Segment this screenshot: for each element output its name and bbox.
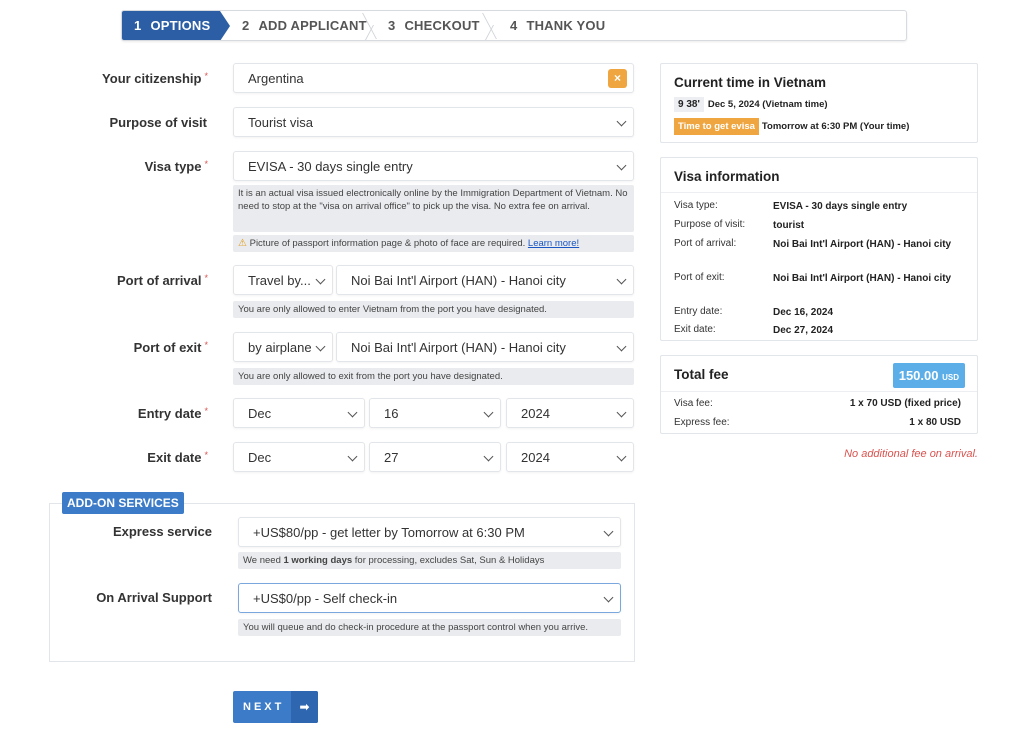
arrival-port-select[interactable] (336, 265, 634, 295)
exit-port-value: Noi Bai Int'l Airport (HAN) - Hanoi city (351, 339, 566, 355)
step-number: 3 (388, 18, 396, 33)
citizenship-label: Your citizenship * (102, 71, 208, 86)
total-fee-panel (660, 355, 978, 434)
fee-row: Visa fee: 1 x 70 USD (fixed price) (674, 398, 961, 409)
no-additional-fee-note: No additional fee on arrival. (844, 448, 978, 460)
exit-day-select[interactable] (369, 442, 501, 472)
visa-information-title: Visa information (674, 169, 780, 184)
vietnam-clock (674, 99, 828, 110)
info-row: Visa type: EVISA - 30 days single entry (674, 200, 908, 212)
clock-date: Dec 5, 2024 (Vietnam time) (707, 99, 828, 110)
step-checkout[interactable] (368, 11, 488, 40)
visa-type-label: Visa type * (144, 159, 208, 174)
express-service-label: Express service (112, 524, 212, 539)
arrival-support-select[interactable] (238, 583, 621, 613)
port-of-arrival-label: Port of arrival * (116, 273, 208, 288)
exit-month-select[interactable] (233, 442, 365, 472)
step-label: THANK YOU (526, 18, 606, 33)
progress-stepper (121, 10, 907, 41)
clock-time: 9 38' (674, 97, 704, 112)
arrival-travel-mode-select[interactable] (233, 265, 333, 295)
arrival-support-value: +US$0/pp - Self check-in (253, 590, 398, 606)
current-time-panel (660, 63, 978, 143)
exit-port-select[interactable] (336, 332, 634, 362)
entry-year-select[interactable] (506, 398, 634, 428)
arrival-mode-value: Travel by... (248, 272, 311, 288)
divider (661, 192, 977, 193)
visa-type-value: EVISA - 30 days single entry (248, 158, 413, 174)
total-fee-title: Total fee (674, 367, 729, 382)
entry-date-label: Entry date * (137, 406, 208, 421)
learn-more-link[interactable]: Learn more! (527, 238, 580, 249)
exit-travel-mode-select[interactable] (233, 332, 333, 362)
clear-icon[interactable]: × (608, 69, 627, 88)
exit-note: You are only allowed to exit from the port you have designated. (233, 368, 634, 385)
step-label: OPTIONS (150, 18, 211, 33)
exit-date-label: Exit date * (147, 450, 208, 465)
step-options[interactable] (122, 11, 220, 40)
next-button-label: NEXT (243, 701, 285, 713)
next-button[interactable] (233, 691, 318, 723)
info-row: Exit date: Dec 27, 2024 (674, 324, 834, 336)
exit-year-value: 2024 (521, 449, 550, 465)
entry-year-value: 2024 (521, 405, 550, 421)
step-number: 1 (134, 18, 142, 33)
step-label: CHECKOUT (404, 18, 480, 33)
evisa-badge: Time to get evisa (674, 118, 759, 135)
arrow-right-icon: ➡ (291, 691, 318, 723)
info-row: Purpose of visit: tourist (674, 219, 805, 231)
citizenship-value: Argentina (248, 70, 304, 86)
arrival-support-label: On Arrival Support (96, 590, 212, 605)
warning-icon: ⚠ (238, 238, 247, 249)
exit-mode-value: by airplane (248, 339, 312, 355)
visa-type-select[interactable] (233, 151, 634, 181)
express-service-select[interactable] (238, 517, 621, 547)
step-label: ADD APPLICANT (258, 18, 367, 33)
purpose-value: Tourist visa (248, 114, 314, 130)
evisa-eta-text: Tomorrow at 6:30 PM (Your time) (761, 121, 910, 132)
step-number: 4 (510, 18, 518, 33)
entry-month-select[interactable] (233, 398, 365, 428)
step-thank-you[interactable] (488, 11, 605, 40)
exit-day-value: 27 (384, 449, 399, 465)
info-row: Entry date: Dec 16, 2024 (674, 306, 834, 318)
entry-month-value: Dec (248, 405, 272, 421)
requirement-text: Picture of passport information page & photo of face are required. (249, 238, 526, 249)
info-row: Port of exit: Noi Bai Int'l Airport (HAN) - Hanoi city (674, 272, 952, 284)
visa-information-panel (660, 157, 978, 341)
fee-row: Express fee: 1 x 80 USD (674, 417, 961, 428)
express-service-note: We need 1 working days for processing, excludes Sat, Sun & Holidays (238, 552, 621, 569)
info-row: Port of arrival: Noi Bai Int'l Airport (HAN) - Hanoi city (674, 238, 952, 250)
visa-type-description: It is an actual visa issued electronically online by the Immigration Department of Vietnam. No need to stop at the "visa on arrival office" to pick up the visa. No extra fee on arrival. (233, 185, 634, 232)
total-fee-amount: 150.00 USD (893, 363, 965, 388)
port-of-exit-label: Port of exit * (133, 340, 208, 355)
addon-services-title: ADD-ON SERVICES (62, 492, 184, 514)
current-time-title: Current time in Vietnam (674, 75, 827, 90)
divider (661, 391, 977, 392)
arrival-support-note: You will queue and do check-in procedure at the passport control when you arrive. (238, 619, 621, 636)
visa-type-requirement (233, 235, 634, 252)
purpose-label: Purpose of visit (109, 115, 207, 130)
purpose-select[interactable] (233, 107, 634, 137)
step-number: 2 (242, 18, 250, 33)
arrival-note: You are only allowed to enter Vietnam from the port you have designated. (233, 301, 634, 318)
entry-day-select[interactable] (369, 398, 501, 428)
arrival-port-value: Noi Bai Int'l Airport (HAN) - Hanoi city (351, 272, 566, 288)
evisa-eta (674, 121, 909, 132)
exit-year-select[interactable] (506, 442, 634, 472)
express-service-value: +US$80/pp - get letter by Tomorrow at 6:30 PM (253, 524, 525, 540)
citizenship-input[interactable] (233, 63, 634, 93)
step-add-applicant[interactable] (220, 11, 368, 40)
exit-month-value: Dec (248, 449, 272, 465)
entry-day-value: 16 (384, 405, 399, 421)
